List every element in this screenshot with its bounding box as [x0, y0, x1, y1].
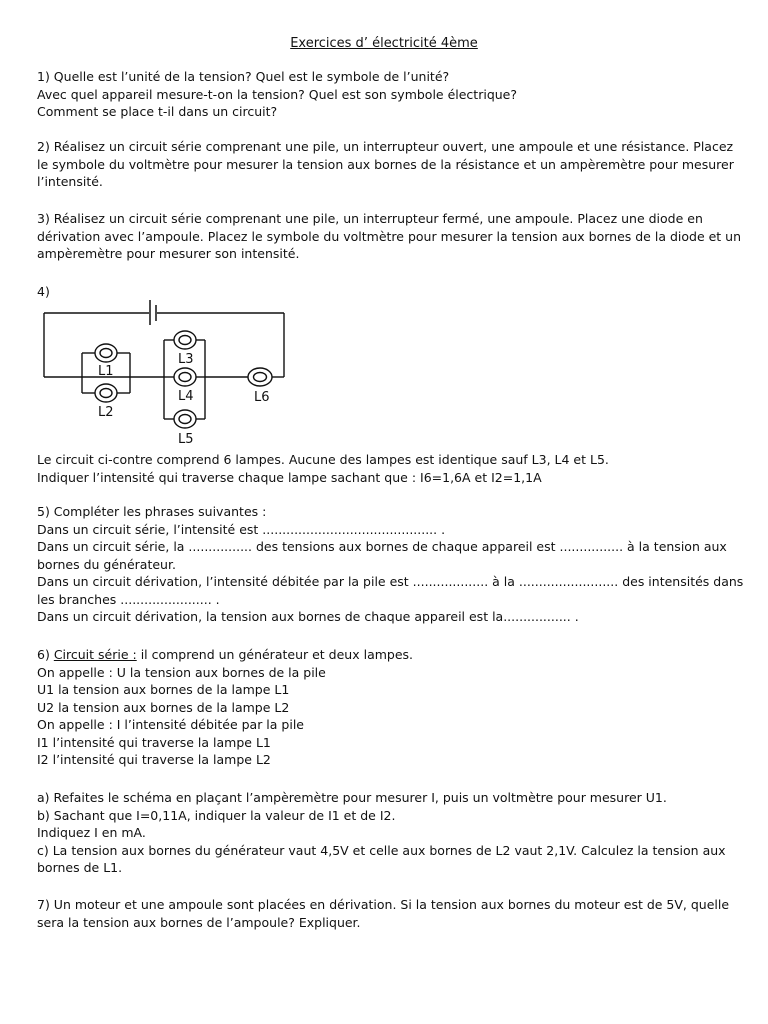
- exercise-line: Avec quel appareil mesure-t-on la tension? Quel est son symbole électrique?: [37, 86, 518, 102]
- exercise-line: bornes du générateur.: [37, 556, 176, 572]
- exercise-line: Dans un circuit série, la ................ des tensions aux bornes de chaque appareil est ................ à la tension aux: [37, 539, 727, 554]
- exercise-line: Indiquer l’intensité qui traverse chaque lampe sachant que : I6=1,6A et I2=1,1A: [37, 469, 542, 485]
- lamp-l5: [174, 410, 196, 428]
- exercise-line: b) Sachant que I=0,11A, indiquer la valeur de I1 et de I2.: [37, 807, 396, 823]
- lamp-l3: [174, 331, 196, 349]
- exercise-line: 3) Réalisez un circuit série comprenant une pile, un interrupteur fermé, une ampoule. Placez une diode en: [37, 211, 703, 226]
- exercise-line: 5) Compléter les phrases suivantes :: [37, 504, 267, 519]
- exercise-line: 2) Réalisez un circuit série comprenant une pile, un interrupteur ouvert, une ampoule et une résistance. Placez: [37, 139, 734, 154]
- lamp-label-l5: L5: [178, 432, 194, 447]
- page-title: Exercices d’ électricité 4ème: [290, 36, 478, 51]
- exercise-line: l’intensité.: [37, 174, 103, 189]
- exercise-4-number: 4): [37, 284, 50, 299]
- lamp-l1: [95, 344, 117, 362]
- exercise-line: a) Refaites le schéma en plaçant l’ampèremètre pour mesurer I, puis un voltmètre pour mesurer U1.: [37, 790, 667, 805]
- exercise-line: ampèremètre pour mesurer son intensité.: [37, 246, 300, 261]
- exercise-line: I2 l’intensité qui traverse la lampe L2: [37, 752, 271, 767]
- exercise-4-text: [37, 451, 737, 486]
- exercise-line: Dans un circuit dérivation, l’intensité débitée par la pile est ................... à la ......................... des intensités dans: [37, 574, 744, 589]
- exercise-line: U2 la tension aux bornes de la lampe L2: [37, 699, 290, 715]
- exercise-5: [37, 503, 744, 626]
- section-heading: Circuit série :: [53, 647, 137, 662]
- exercise-line: 1) Quelle est l’unité de la tension? Quel est le symbole de l’unité?: [37, 69, 450, 84]
- exercise-6-heading-line: [37, 646, 737, 664]
- exercise-line: bornes de L1.: [37, 860, 123, 875]
- exercise-line: U1 la tension aux bornes de la lampe L1: [37, 682, 290, 697]
- lamp-l4: [174, 368, 196, 386]
- exercise-line: On appelle : U la tension aux bornes de la pile: [37, 664, 326, 680]
- lamp-label-l6: L6: [254, 390, 270, 405]
- exercise-line: Comment se place t-il dans un circuit?: [37, 104, 278, 119]
- exercise-line: les branches ....................... .: [37, 591, 220, 607]
- lamp-l6: [248, 368, 272, 386]
- exercise-line: dérivation avec l’ampoule. Placez le symbole du voltmètre pour mesurer la tension aux bornes de la diode et un: [37, 228, 742, 244]
- exercise-7: [37, 896, 737, 931]
- exercise-line: I1 l’intensité qui traverse la lampe L1: [37, 734, 271, 750]
- exercise-line: le symbole du voltmètre pour mesurer la tension aux bornes de la résistance et un ampèremètre pour mesurer: [37, 156, 734, 172]
- exercise-line: Le circuit ci-contre comprend 6 lampes. Aucune des lampes est identique sauf L3, L4 et L5.: [37, 452, 609, 467]
- exercise-line: Indiquez I en mA.: [37, 825, 146, 840]
- exercise-6-questions: [37, 789, 737, 877]
- lamp-label-l2: L2: [98, 405, 114, 420]
- exercise-line: c) La tension aux bornes du générateur vaut 4,5V et celle aux bornes de L2 vaut 2,1V. Calculez la tension aux: [37, 842, 726, 858]
- exercise-number: 6): [37, 647, 54, 662]
- lamp-label-l3: L3: [178, 352, 194, 367]
- exercise-line: sera la tension aux bornes de l’ampoule? Expliquer.: [37, 914, 361, 930]
- lamp-label-l1: L1: [98, 364, 114, 379]
- lamp-label-l4: L4: [178, 389, 194, 404]
- exercise-line: On appelle : I l’intensité débitée par la pile: [37, 717, 304, 732]
- exercise-6: [37, 646, 737, 769]
- lamp-l2: [95, 384, 117, 402]
- heading-rest: il comprend un générateur et deux lampes.: [136, 647, 414, 662]
- exercise-line: 7) Un moteur et une ampoule sont placées en dérivation. Si la tension aux bornes du moteur est de 5V, quelle: [37, 897, 730, 912]
- exercise-line: Dans un circuit dérivation, la tension aux bornes de chaque appareil est la................. .: [37, 609, 579, 624]
- exercise-line: Dans un circuit série, l’intensité est ............................................ .: [37, 521, 446, 537]
